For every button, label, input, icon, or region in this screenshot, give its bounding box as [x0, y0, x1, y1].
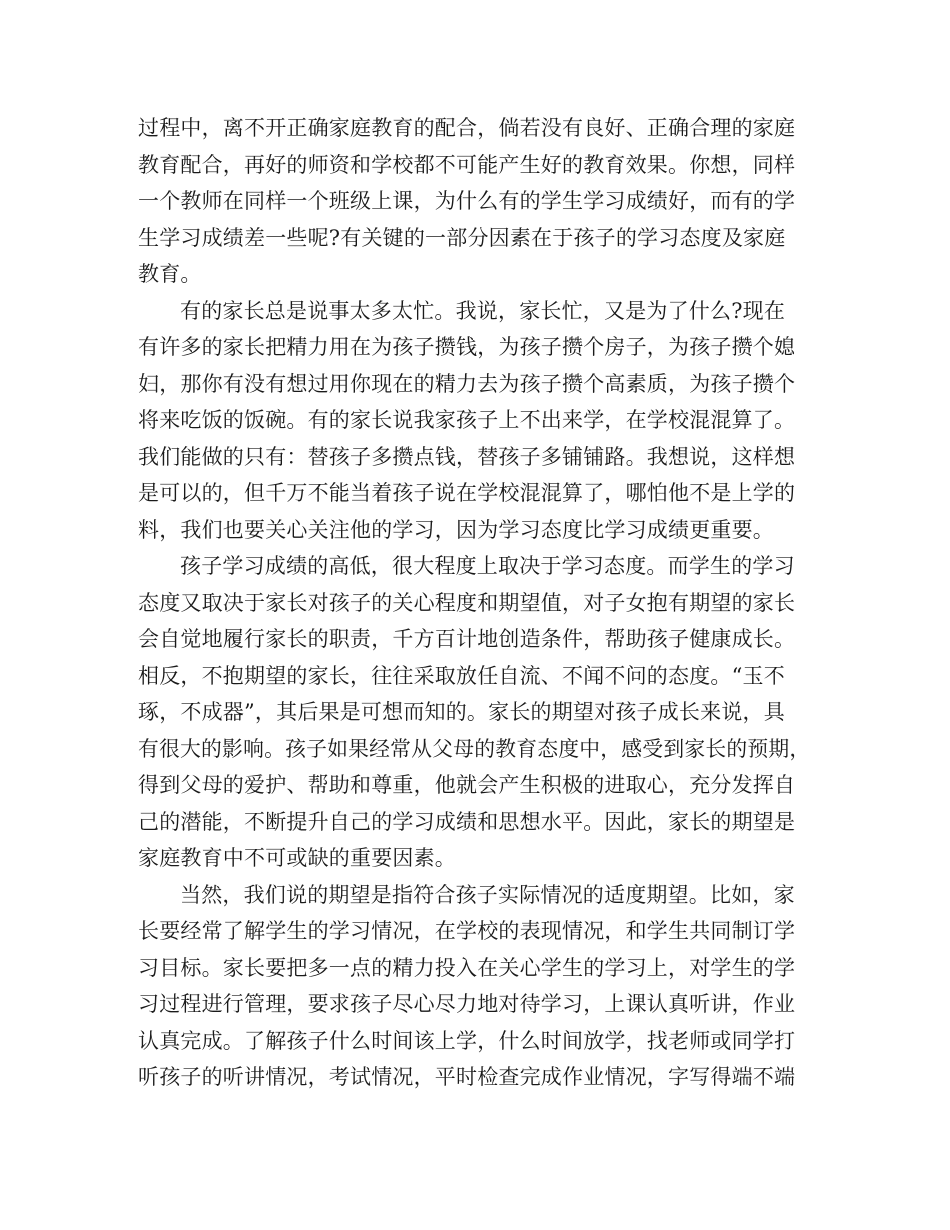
text-line: 琢，不成器”，其后果是可想而知的。家长的期望对孩子成长来说，具 — [138, 700, 785, 724]
body-text — [138, 110, 814, 1096]
paragraph-first-line: 孩子学习成绩的高低，很大程度上取决于学习态度。而学生的学习 — [180, 554, 795, 578]
text-line: 将来吃饭的饭碗。有的家长说我家孩子上不出来学，在学校混混算了。 — [138, 408, 796, 432]
text-line: 妇，那你有没有想过用你现在的精力去为孩子攒个高素质，为孩子攒个 — [138, 371, 796, 396]
text-line: 得到父母的爱护、帮助和尊重，他就会产生积极的进取心，充分发挥自 — [138, 773, 796, 797]
text-line: 会自觉地履行家长的职责，千方百计地创造条件，帮助孩子健康成长。 — [138, 627, 796, 651]
text-line: 一个教师在同样一个班级上课，为什么有的学生学习成绩好，而有的学 — [138, 189, 796, 213]
text-line: 我们能做的只有：替孩子多攒点钱，替孩子多铺铺路。我想说，这样想 — [138, 444, 796, 469]
text-line: 教育配合，再好的师资和学校都不可能产生好的教育效果。你想，同样 — [138, 152, 796, 177]
text-line: 习过程进行管理，要求孩子尽心尽力地对待学习，上课认真听讲，作业 — [138, 992, 796, 1016]
text-line: 相反，不抱期望的家长，往往采取放任自流、不闻不问的态度。“玉不 — [138, 663, 785, 688]
text-line: 己的潜能，不断提升自己的学习成绩和思想水平。因此，家长的期望是 — [138, 809, 796, 834]
text-line: 教育。 — [138, 262, 202, 286]
text-line: 料，我们也要关心关注他的学习，因为学习态度比学习成绩更重要。 — [138, 517, 774, 542]
text-line: 认真完成。了解孩子什么时间该上学，什么时间放学，找老师或同学打 — [138, 1028, 796, 1053]
text-line: 家庭教育中不可或缺的重要因素。 — [138, 846, 456, 870]
text-line: 有许多的家长把精力用在为孩子攒钱，为孩子攒个房子，为孩子攒个媳 — [138, 335, 796, 359]
text-line: 过程中，离不开正确家庭教育的配合，倘若没有良好、正确合理的家庭 — [138, 116, 796, 140]
text-line: 生学习成绩差一些呢?有关键的一部分因素在于孩子的学习态度及家庭 — [138, 225, 786, 250]
text-line: 态度又取决于家长对孩子的关心程度和期望值，对子女抱有期望的家长 — [138, 590, 796, 615]
paragraph-first-line: 有的家长总是说事太多太忙。我说，家长忙，又是为了什么?现在 — [180, 298, 786, 323]
text-line: 有很大的影响。孩子如果经常从父母的教育态度中，感受到家长的预期， — [138, 736, 811, 761]
text-line: 是可以的，但千万不能当着孩子说在学校混混算了，哪怕他不是上学的 — [138, 481, 796, 505]
paragraph-first-line: 当然，我们说的期望是指符合孩子实际情况的适度期望。比如，家 — [180, 882, 795, 907]
text-line: 长要经常了解学生的学习情况，在学校的表现情况，和学生共同制订学 — [138, 919, 796, 943]
text-line: 听孩子的听讲情况，考试情况，平时检查完成作业情况，字写得端不端 — [138, 1065, 796, 1089]
text-line: 习目标。家长要把多一点的精力投入在关心学生的学习上，对学生的学 — [138, 955, 796, 980]
